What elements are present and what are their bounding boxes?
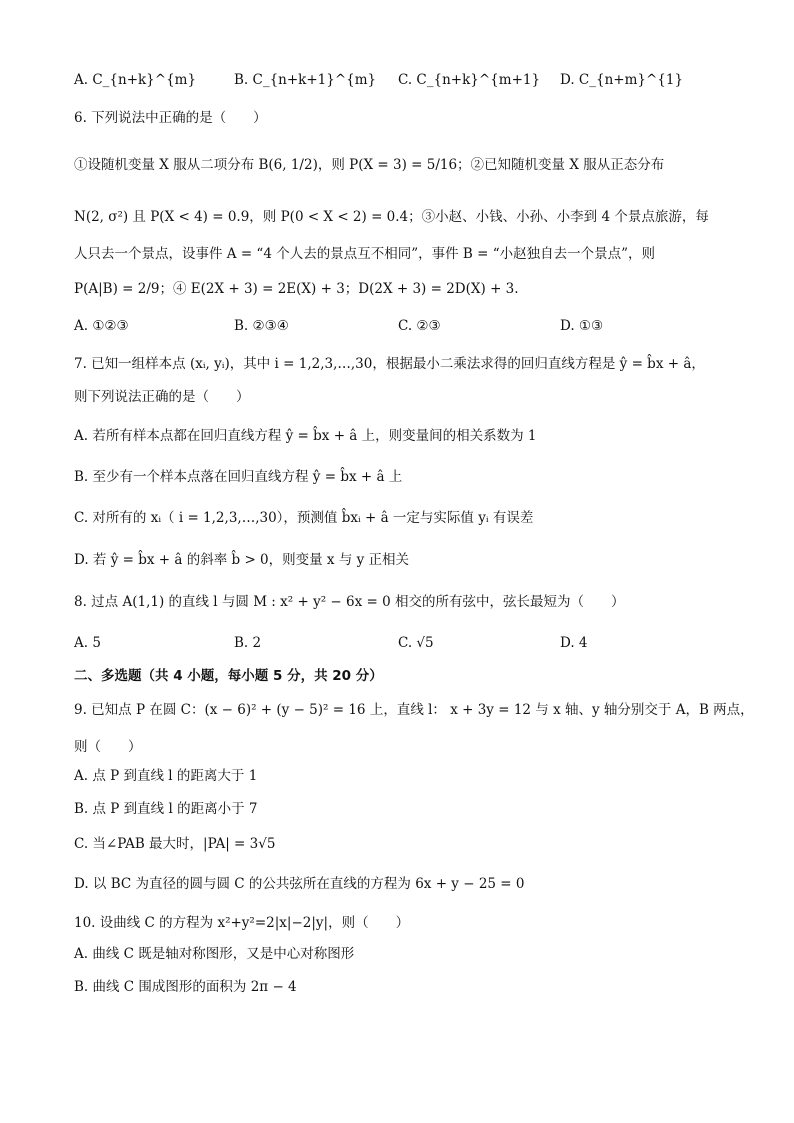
q9-option-c: C. 当∠PAB 最大时，|PA| = 3√5 [74,836,276,852]
q7-stem-cont: 则下列说法正确的是（ ） [74,389,250,405]
q7-option-d: D. 若 ŷ = b̂x + â 的斜率 b̂ > 0，则变量 x 与 y 正相关 [74,552,410,568]
q5-option-c: C. C_{n+k}^{m+1} [398,72,541,88]
q10-option-a: A. 曲线 C 既是轴对称图形，又是中心对称图形 [74,946,355,962]
q8-option-d: D. 4 [560,635,588,651]
q5-option-b: B. C_{n+k+1}^{m} [234,72,377,88]
q5-option-d: D. C_{n+m}^{1} [560,72,684,88]
q6-option-c: C. ②③ [398,318,441,334]
q9-stem: 9. 已知点 P 在圆 C：(x − 6)² + (y − 5)² = 16 上，直线 l： x + 3y = 12 与 x 轴、y 轴分别交于 A，B 两点， [74,702,754,718]
q6-line4: P(A|B) = 2/9；④ E(2X + 3) = 2E(X) + 3；D(2X + 3) = 2D(X) + 3. [74,281,519,297]
section-2-title: 二、多选题（共 4 小题，每小题 5 分，共 20 分） [74,668,383,684]
q6-line1: ①设随机变量 X 服从二项分布 B(6, 1/2)，则 P(X = 3) = 5/16；②已知随机变量 X 服从正态分布 [74,157,665,173]
q10-option-b: B. 曲线 C 围成图形的面积为 2π − 4 [74,979,297,995]
q8-option-b: B. 2 [234,635,262,651]
q7-option-c: C. 对所有的 xᵢ（ i = 1,2,3,…,30），预测值 b̂xᵢ + â 一定与实际值 yᵢ 有误差 [74,510,534,526]
q6-option-b: B. ②③④ [234,318,289,334]
q7-option-b: B. 至少有一个样本点落在回归直线方程 ŷ = b̂x + â 上 [74,469,403,485]
q5-option-a: A. C_{n+k}^{m} [74,72,197,88]
q9-option-b: B. 点 P 到直线 l 的距离小于 7 [74,801,258,817]
q8-stem: 8. 过点 A(1,1) 的直线 l 与圆 M : x² + y² − 6x = 0 相交的所有弦中，弦长最短为（ ） [74,594,625,610]
q6-stem: 6. 下列说法中正确的是（ ） [74,110,267,126]
q10-stem: 10. 设曲线 C 的方程为 x²+y²=2|x|−2|y|，则（ ） [74,915,410,931]
q6-line2: N(2, σ²) 且 P(X < 4) = 0.9，则 P(0 < X < 2) = 0.4；③小赵、小钱、小孙、小李到 4 个景点旅游，每 [74,209,709,225]
q6-option-d: D. ①③ [560,318,604,334]
q6-line3: 人只去一个景点，设事件 A = “4 个人去的景点互不相同”，事件 B = “小赵独自去一个景点”，则 [74,246,656,262]
q8-option-a: A. 5 [74,635,101,651]
q7-option-a: A. 若所有样本点都在回归直线方程 ŷ = b̂x + â 上，则变量间的相关系数为 1 [74,428,537,444]
q6-option-a: A. ①②③ [74,318,129,334]
q9-stem-cont: 则（ ） [74,739,142,755]
q9-option-d: D. 以 BC 为直径的圆与圆 C 的公共弦所在直线的方程为 6x + y − 25 = 0 [74,876,525,892]
q8-option-c: C. √5 [398,635,434,651]
q7-stem: 7. 已知一组样本点 (xᵢ, yᵢ)，其中 i = 1,2,3,…,30，根据最小二乘法求得的回归直线方程是 ŷ = b̂x + â， [74,356,705,372]
q9-option-a: A. 点 P 到直线 l 的距离大于 1 [74,768,258,784]
